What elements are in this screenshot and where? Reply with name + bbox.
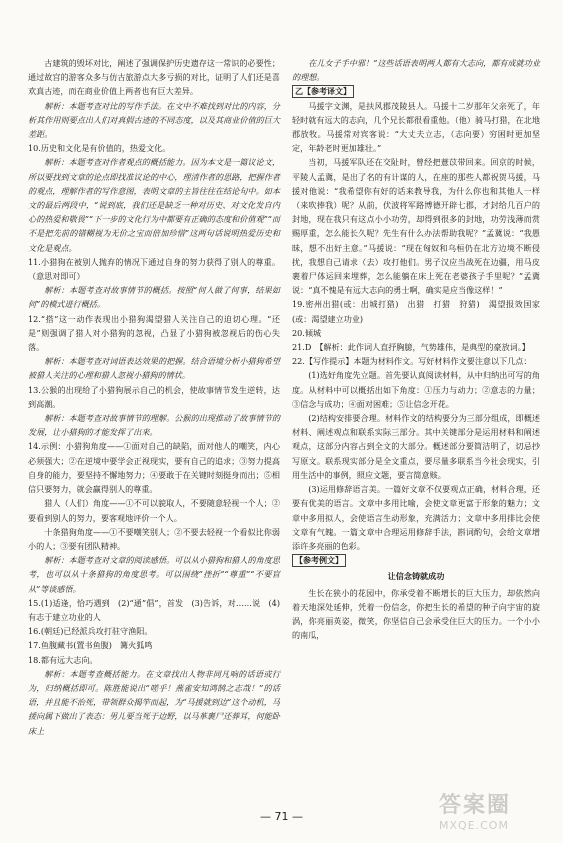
left-column	[28, 56, 280, 738]
right-column-para: 让信念铸就成功	[387, 571, 445, 582]
left-column-para: 15.(1)适逢，恰巧遇到 (2)“通”倡”，首发 (3)告诉，对……说 (4)有志于建立功业的人	[28, 597, 280, 622]
left-column-para: 古建筑的毁坏对比，阐述了强调保护历史遗存这一常识的必要性；通过故宫的游客众多与仿古旅游点大多亏损的对比，证明了人们还是喜欢真古迹，而在商业价值上两者也有巨大差异。	[28, 58, 280, 97]
left-column-para: 12.“搭”这一动作表现出小猎狗渴望猎人关注自己的迫切心理。“还是”则强调了猎人对小猎狗的忽视，凸显了小猎狗被忽视后的伤心失落。	[28, 313, 280, 353]
left-column-para: 解析：本题考查对故事情节的概括。按照“何人做了何事，结果如何”的模式进行概括。	[28, 285, 280, 310]
right-column-para: 【参考例文】	[292, 554, 346, 567]
watermark-title: 答案圈	[439, 793, 512, 818]
right-column-para: 21.D 【解析：此作词人直抒胸臆，气势雄伟，是典型的豪放词。】	[292, 342, 530, 353]
left-column-para: 18.都有远大志向。	[28, 654, 98, 665]
left-column-para: 11.小猎狗在被别人抛弃的情况下通过自身的努力获得了别人的尊重。（意思对即可）	[28, 256, 280, 282]
right-column-para: 19.密州出猎(或：出城打猎) 出猎 打猎 狩猎) 渴望报效国家(或：渴望建立功业)	[292, 299, 540, 324]
left-column-para: 解析：本题考查对文章的阅读感悟。可以从小猎狗和猎人的角度思考，也可以从十条猎狗的角度思考。可以围绕“挫折”“尊重”“不要盲从”等谈感悟。	[28, 555, 280, 594]
left-column-para: 解析：本题考查概括能力。在文章找出人物非同凡响的话语或行为，归纳概括即可。陈胜能说出“嗟乎！燕雀安知鸿鹄之志哉！”的话语，并且能不治死，带领群众揭竿而起，为“马援就到边”这个动机，马援向属下做出了表态：男儿要当死于边野，以马革裹尸还葬耳，何能卧床上	[28, 668, 280, 736]
right-column-para: 在儿女子手中邪！”这些话语表明两人都有大志向，都有成就功业的理想。	[292, 58, 540, 83]
left-column-para: 13.公猴的出现给了小猎狗展示自己的机会，使故事情节发生逆转，达到高潮。	[28, 384, 280, 409]
left-column-para: 猎人（人们）角度——①不可以貌取人，不要随意轻视一个人；②要看到别人的努力，要客观地评价一个人。	[28, 498, 280, 523]
left-column-para: 解析：本题考查对作者观点的概括能力。因为本文是一篇议论文，所以要找到文章的论点即找准议论的中心，理清作者的思路，把握作者的观点，理解作者的写作意图，表明文章的主旨往往在结论句中。如本文的最后两段中，“说到底，我们还是缺乏一种对历史、对文化发自内心的热爱和敬畏”“下一步的文化行为中都要有正确的态度和价值观”“而不是把先前的错糊视为无价之宝而倍加珍惜”这两句话说明热爱历史和文化是观点。	[28, 157, 280, 253]
right-column-para: 20.倾城	[292, 327, 322, 338]
left-column-para: 解析：本题考查对词语表达效果的把握。结合语境分析小猎狗希望被猎人关注的心理和猎人忽视小猎狗的情状。	[28, 356, 280, 381]
left-column-para: 解析：本题考查对故事情节的理解。公猴的出现推动了故事情节的发展，让小猎狗的才能发挥了出来。	[28, 413, 280, 438]
right-column-para: (2)结构安排要合理。材料作文的结构要分为三部分组成，即概述材料、阐述观点和联系实际三部分。其中关键部分是运用材料和阐述观点，这部分内容占到全文的大部分。概述部分要简洁明了，切忌抄写原文。联系现实部分是全文重点，要尽量多联系当今社会现实，引用生活中的事例，照应文题，要言简意赅。	[292, 413, 540, 480]
right-column-para: 乙【参考译文】	[292, 85, 354, 98]
watermark-url: MXQE.COM	[439, 819, 509, 832]
right-column	[292, 56, 540, 642]
left-column-para: 14.示例：小猎狗角度——①面对自己的缺陷，面对他人的嘲笑，内心必须强大；②在逆境中要学会正视现实，要有自己的追求；③努力提高自身的能力，要坚持不懈地努力；④要敢于在关键时刻挺身而出；⑤相信只要努力，就会赢得别人的尊重。	[28, 441, 280, 495]
right-column-para: 当初，马援军队还在交阯时，曾经把薏苡带回来。回京的时候，平陵人孟冀，是出了名的有计谋的人，在座的那些人都祝贺马援，马援对他说：“我希望你有好的话来教导我，为什么你也和其他人一样（来吹捧我）呢？从前，伏波将军路博德开辟七郡，才封给几百户的封地，现在我只有这点小小功劳，却得到很多的封地，功劳浅薄而赏赐厚重，怎么能长久呢？先生有什么办法帮助我呢？”孟冀说：“我愚昧，想不出好主意。”马援说：“现在匈奴和乌桓仍在北方边境不断侵扰，我想自己请求（去）攻打他们。男子汉应当战死在边疆，用马皮裹着尸体运回来埋葬，怎么能躺在床上死在老婆孩子手里呢？”孟冀说：“真不愧是有远大志向的勇士啊，确实是应当像这样！”	[292, 157, 540, 296]
left-column-para: 十条猎狗角度——①不要嘲笑别人；②不要去轻视一个看似比你弱小的人；③要有团队精神。	[28, 526, 280, 551]
left-column-para: 17.鱼腹藏书(置书鱼腹) 篝火狐鸣	[28, 640, 153, 651]
left-column-para: 16.(朝廷)已经派兵攻打驻守渔阳。	[28, 626, 153, 637]
page-number: — 71 —	[260, 810, 303, 823]
watermark-logo	[439, 793, 557, 839]
right-column-para: 生长在狭小的花园中，你承受着不断增长的巨大压力，却依然向着天地深处延伸，凭着一份信念，你把生长的希望的种子向宇宙的旋涡，你亮丽英姿，微笑，你坚信自己会承受住巨大的压力。一个小小的南瓜，	[292, 587, 540, 641]
left-column-para: 10.历史和文化是有价值的，热爱文化。	[28, 143, 171, 154]
right-column-para: 马援字文渊，是扶风郡茂陵县人。马援十二岁那年父亲死了，年轻时就有远大的志向，几个兄长都很看重他。（他）骑马打猎，在北地郡放牧。马援常对宾客说：“大丈夫立志，（志向要）穷困时更加坚定，年龄老时更加雄壮。”	[292, 100, 540, 154]
right-column-para: (3)运用修辞语言美。一篇好文章不仅要观点正确，材料合理，还要有优美的语言。文章中多用比喻，会使文章更富于形象的魅力；文章中多用拟人，会使语言生动形象，充满活力；文章中多用排比会使文章有气魄。一篇文章中合理运用修辞手法，斟词酌句，会给文章增添许多亮丽的色彩。	[292, 484, 540, 551]
left-column-para: 解析：本题考查对比的写作手法。在文中不难找到对比的内容，分析其作用则要点出人们对真假古迹的不同态度，以及其商业价值的巨大差距。	[28, 100, 280, 140]
right-column-para: (1)选好角度先立题。首先要认真阅读材料，从中归纳出可写的角度。从材料中可以概括出如下角度：①压力与动力；②意志的力量；③信念与成功；④面对困难；⑤让信念开花。	[292, 370, 540, 409]
right-column-para: 22.【写作提示】本题为材料作文。写好材料作文要注意以下几点：	[292, 356, 532, 367]
